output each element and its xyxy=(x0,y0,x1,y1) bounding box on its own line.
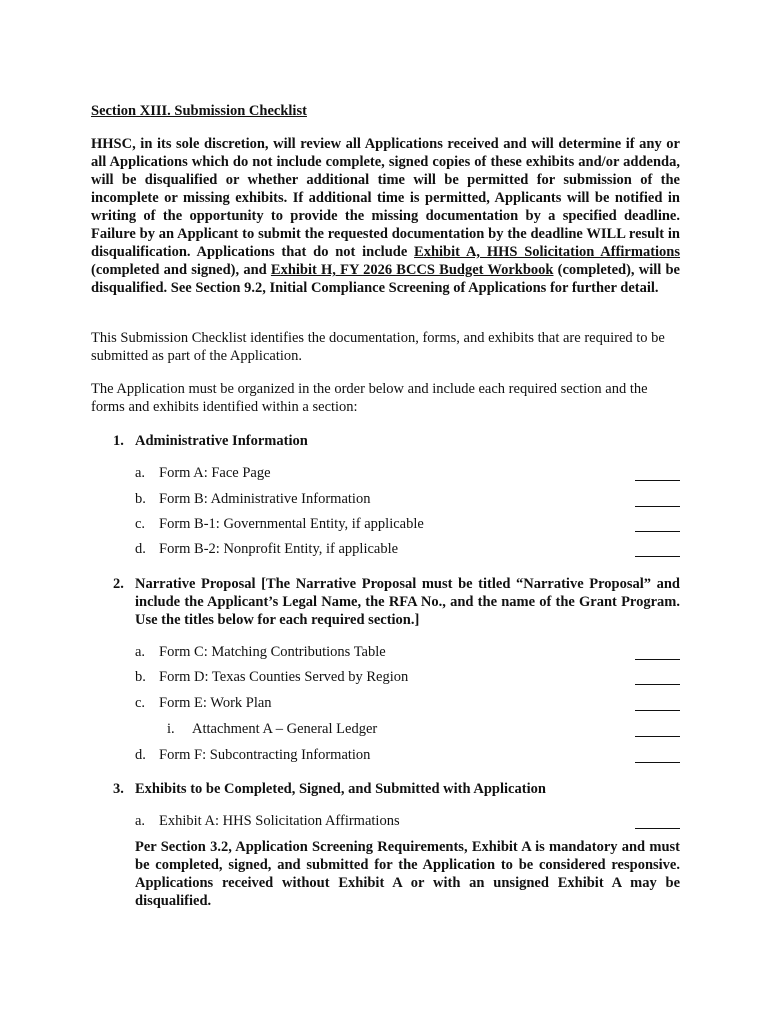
checkbox-blank-line[interactable] xyxy=(635,684,680,685)
checklist-item xyxy=(135,491,680,511)
item-marker: d. xyxy=(135,747,146,763)
checklist-item xyxy=(135,669,680,689)
checklist-item xyxy=(135,695,680,715)
checkbox-blank-line[interactable] xyxy=(635,556,680,557)
item-label: Form F: Subcontracting Information xyxy=(159,747,371,763)
section-title: Exhibits to be Completed, Signed, and Submitted with Application xyxy=(135,781,546,797)
item-label: Form B-1: Governmental Entity, if applicable xyxy=(159,516,424,532)
checklist-item xyxy=(135,644,680,664)
item-label: Form A: Face Page xyxy=(159,465,271,481)
exhibit-a-note: Per Section 3.2, Application Screening Requirements, Exhibit A is mandatory and must be completed, signed, and submitted for the Application to be considered responsive. Applications received without Exhibit A or with an unsigned Exhibit A may be disqualified. xyxy=(135,839,680,909)
checklist-subitem xyxy=(135,721,680,741)
item-marker: b. xyxy=(135,669,146,685)
checklist-item xyxy=(135,813,680,833)
item-marker: a. xyxy=(135,465,146,481)
section-3-heading xyxy=(113,780,680,798)
section-number: 3. xyxy=(113,781,124,797)
section-number: 2. xyxy=(113,576,124,592)
section-2-heading xyxy=(113,575,680,629)
section-number: 1. xyxy=(113,433,124,449)
intro-text-2: (completed and signed), and xyxy=(91,262,271,278)
section-title: Section XIII. Submission Checklist xyxy=(91,103,307,119)
item-label: Exhibit A: HHS Solicitation Affirmations xyxy=(159,813,400,829)
checkbox-blank-line[interactable] xyxy=(635,659,680,660)
item-label: Form E: Work Plan xyxy=(159,695,272,711)
checkbox-blank-line[interactable] xyxy=(635,531,680,532)
item-marker: a. xyxy=(135,813,146,829)
checklist-item xyxy=(135,465,680,485)
item-label: Form C: Matching Contributions Table xyxy=(159,644,386,660)
checklist-item xyxy=(135,516,680,536)
checkbox-blank-line[interactable] xyxy=(635,480,680,481)
item-label: Form D: Texas Counties Served by Region xyxy=(159,669,409,685)
item-marker: b. xyxy=(135,491,146,507)
checkbox-blank-line[interactable] xyxy=(635,736,680,737)
checkbox-blank-line[interactable] xyxy=(635,506,680,507)
intro-text-3: (completed), will be disqualified. See Section 9.2, Initial Compliance Screening of Applications for further detail. xyxy=(91,262,680,296)
checkbox-blank-line[interactable] xyxy=(635,710,680,711)
checklist-item xyxy=(135,541,680,561)
checklist-item xyxy=(135,747,680,767)
item-marker: d. xyxy=(135,541,146,557)
section-title: Administrative Information xyxy=(135,433,308,449)
intro-paragraph xyxy=(91,135,680,297)
section-1-heading xyxy=(113,432,680,450)
item-marker: a. xyxy=(135,644,146,660)
exhibit-a-reference: Exhibit A, HHS Solicitation Affirmations xyxy=(414,244,681,260)
item-marker: c. xyxy=(135,516,146,532)
item-label: Attachment A – General Ledger xyxy=(192,721,378,737)
item-marker: i. xyxy=(167,721,175,737)
checklist-description: This Submission Checklist identifies the documentation, forms, and exhibits that are required to be submitted as part of the Application. xyxy=(91,330,665,364)
intro-text-1: HHSC, in its sole discretion, will review all Applications received and will determine if any or all Applications which do not include complete, signed copies of these exhibits and/or addenda, will be disqualified or whether additional time will be permitted for submission of the incomplete or missing exhibits. If additional time is permitted, Applicants will be notified in writing of the opportunity to provide the missing documentation by a specified deadline. Failure by an Applicant to submit the requested documentation by the deadline WILL result in disqualification. Applications that do not include xyxy=(91,136,680,260)
order-instructions: The Application must be organized in the order below and include each required section and the forms and exhibits identified within a section: xyxy=(91,381,648,415)
section-title: Narrative Proposal [The Narrative Proposal must be titled “Narrative Proposal” and include the Applicant’s Legal Name, the RFA No., and the name of the Grant Program. Use the titles below for each required section.] xyxy=(135,576,680,628)
item-marker: c. xyxy=(135,695,146,711)
checkbox-blank-line[interactable] xyxy=(635,828,680,829)
checkbox-blank-line[interactable] xyxy=(635,762,680,763)
item-label: Form B-2: Nonprofit Entity, if applicable xyxy=(159,541,399,557)
exhibit-h-reference: Exhibit H, FY 2026 BCCS Budget Workbook xyxy=(270,262,554,278)
item-label: Form B: Administrative Information xyxy=(159,491,371,507)
